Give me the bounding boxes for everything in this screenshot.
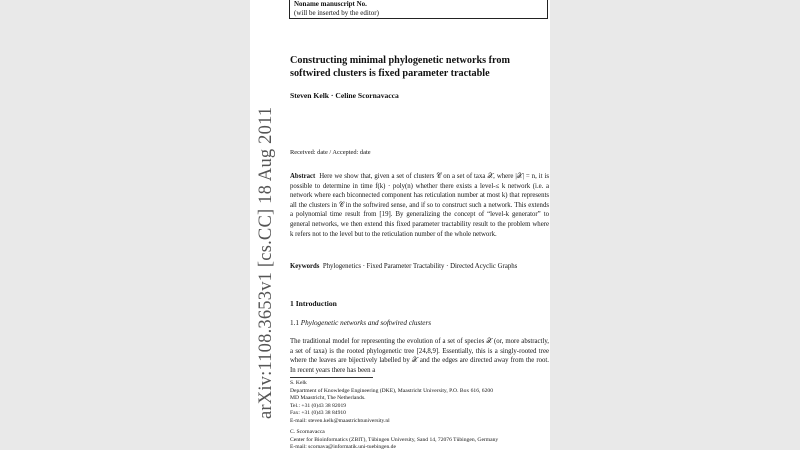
section-heading-introduction: 1 Introduction xyxy=(290,299,337,308)
abstract-heading: Abstract xyxy=(290,173,316,180)
author-list: Steven Kelk · Celine Scornavacca xyxy=(290,91,399,100)
manuscript-number-label: Noname manuscript No. xyxy=(294,0,367,8)
right-letterbox xyxy=(550,0,800,450)
subsection-number: 1.1 xyxy=(290,319,299,327)
keywords-block xyxy=(290,262,549,272)
abstract-block xyxy=(290,172,549,258)
footnote-line: Fax: +31 (0)43 38 84910 xyxy=(290,410,346,417)
footnote-rule xyxy=(290,377,373,378)
left-letterbox xyxy=(0,0,250,450)
keywords-heading: Keywords xyxy=(290,263,320,270)
footnote-line: MD Maastricht, The Netherlands. xyxy=(290,395,366,402)
subsection-title: Phylogenetic networks and softwired clusters xyxy=(300,319,432,327)
footnote-line: C. Scornavacca xyxy=(290,429,325,435)
abstract-text: Here we show that, given a set of clusters 𝒞 on a set of taxa 𝒳, where |𝒳| = n, it is possible to determine in time f(k) · poly(n) whether there exists a level-≤ k network (i.e. a network where each biconnected component has reticulation number at most k) that represents all the clusters in 𝒞 in the softwired sense, and if so to construct such a network. This extends a polynomial time result from [19]. By generalizing the concept of “level-k generator” to general networks, we then extend this fixed parameter tractability result to the problem where k refers not to the level but to the reticulation number of the whole network. xyxy=(290,173,549,238)
paper-title: Constructing minimal phylogenetic networks from softwired clusters is fixed parameter tractable xyxy=(290,55,510,79)
intro-paragraph: The traditional model for representing the evolution of a set of species 𝒳 (or, more abstractly, a set of taxa) is the rooted phylogenetic tree [24,8,9]. Essentially, this is a singly-rooted tree where the leaves are bijectively labelled by 𝒳 and the edges are directed away from the root. In recent years there has been a xyxy=(290,338,549,374)
footnote-scornavacca xyxy=(290,429,549,450)
keywords-text: Phylogenetics · Fixed Parameter Tractability · Directed Acyclic Graphs xyxy=(322,263,518,270)
footnote-line: E-mail: steven.kelk@maastrichtuniversity.nl xyxy=(290,417,390,424)
footnote-line: S. Kelk xyxy=(290,380,307,386)
editor-note: (will be inserted by the editor) xyxy=(294,8,379,17)
subsection-heading xyxy=(290,319,431,327)
footnote-kelk xyxy=(290,380,549,426)
journal-box xyxy=(289,0,548,19)
received-date: Received: date / Accepted: date xyxy=(290,149,371,156)
footnote-line: Department of Knowledge Engineering (DKE), Maastricht University, P.O. Box 616, 6200 xyxy=(290,387,493,394)
footnote-line: Center for Bioinformatics (ZBIT), Tübingen University, Sand 14, 72076 Tübingen, Germany xyxy=(290,436,499,443)
footnote-line: Tel.: +31 (0)43 38 82019 xyxy=(290,402,347,409)
footnote-line: E-mail: scornava@informatik.uni-tuebingen.de xyxy=(290,444,396,450)
arxiv-stamp: arXiv:1108.3653v1 [cs.CC] 18 Aug 2011 xyxy=(256,106,276,419)
